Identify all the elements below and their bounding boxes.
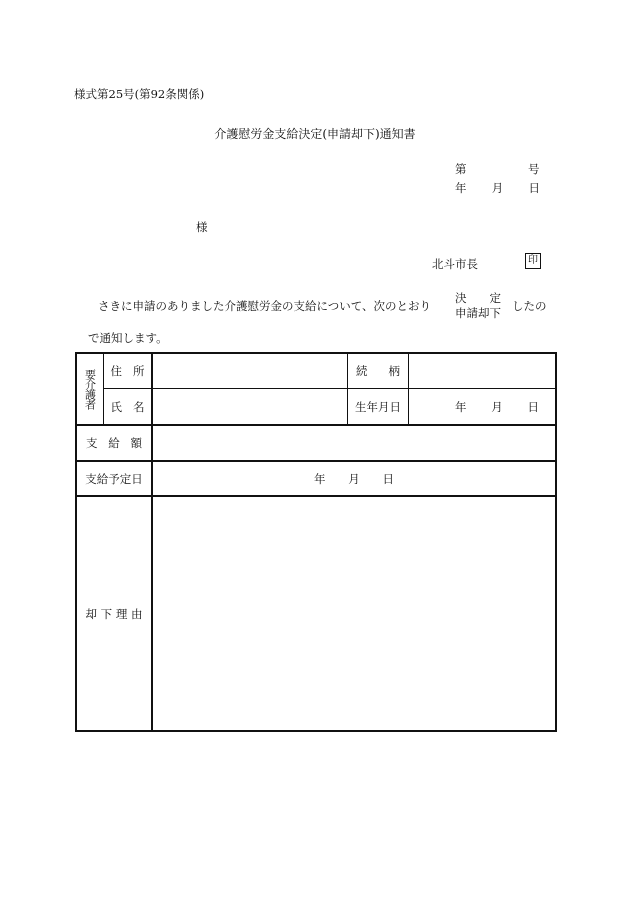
amount-label: 支 給 額 [86,436,142,450]
issue-date-day: 日 [528,181,540,195]
reject-reason-label: 却 下 理 由 [85,606,143,621]
reject-reason-field[interactable] [153,497,555,730]
issue-date [455,180,540,196]
issuer-name: 北斗市長 [432,257,478,271]
relation-field[interactable] [409,354,555,388]
body-text-line2: で通知します。 [88,331,168,345]
issue-date-month: 月 [491,181,504,195]
scheduled-date-label: 支給予定日 [85,471,143,486]
care-recipient-label: 要介護者 [83,369,97,409]
body-text-line1: さきに申請のありました介護慰労金の支給について、次のとおり [98,299,432,313]
name-field[interactable] [153,389,347,424]
addressee-suffix: 様 [196,220,208,234]
scheduled-date-field[interactable]: 年 月 日 [314,471,394,486]
choice-decide-2: 定 [489,291,501,305]
choice-decide-1: 決 [455,291,467,305]
issue-date-year: 年 [455,181,467,195]
document-title: 介護慰労金支給決定(申請却下)通知書 [214,127,416,141]
address-field[interactable] [153,354,347,388]
form-number: 様式第25号(第92条関係) [74,87,205,101]
doc-number-suffix: 号 [528,162,540,176]
doc-number-prefix: 第 [455,162,467,176]
decision-choice [455,291,501,321]
name-label: 氏 名 [110,399,145,414]
body-text-line1-end: したの [512,299,547,313]
seal-mark: 印 [525,253,541,269]
birthdate-label: 生年月日 [355,399,401,414]
relation-label: 続 柄 [356,364,400,378]
choice-reject: 申請却下 [455,306,501,320]
birthdate-field[interactable]: 年 月 日 [455,399,539,414]
notice-table [75,352,557,732]
address-label: 住 所 [110,364,145,378]
amount-field[interactable] [153,426,555,460]
